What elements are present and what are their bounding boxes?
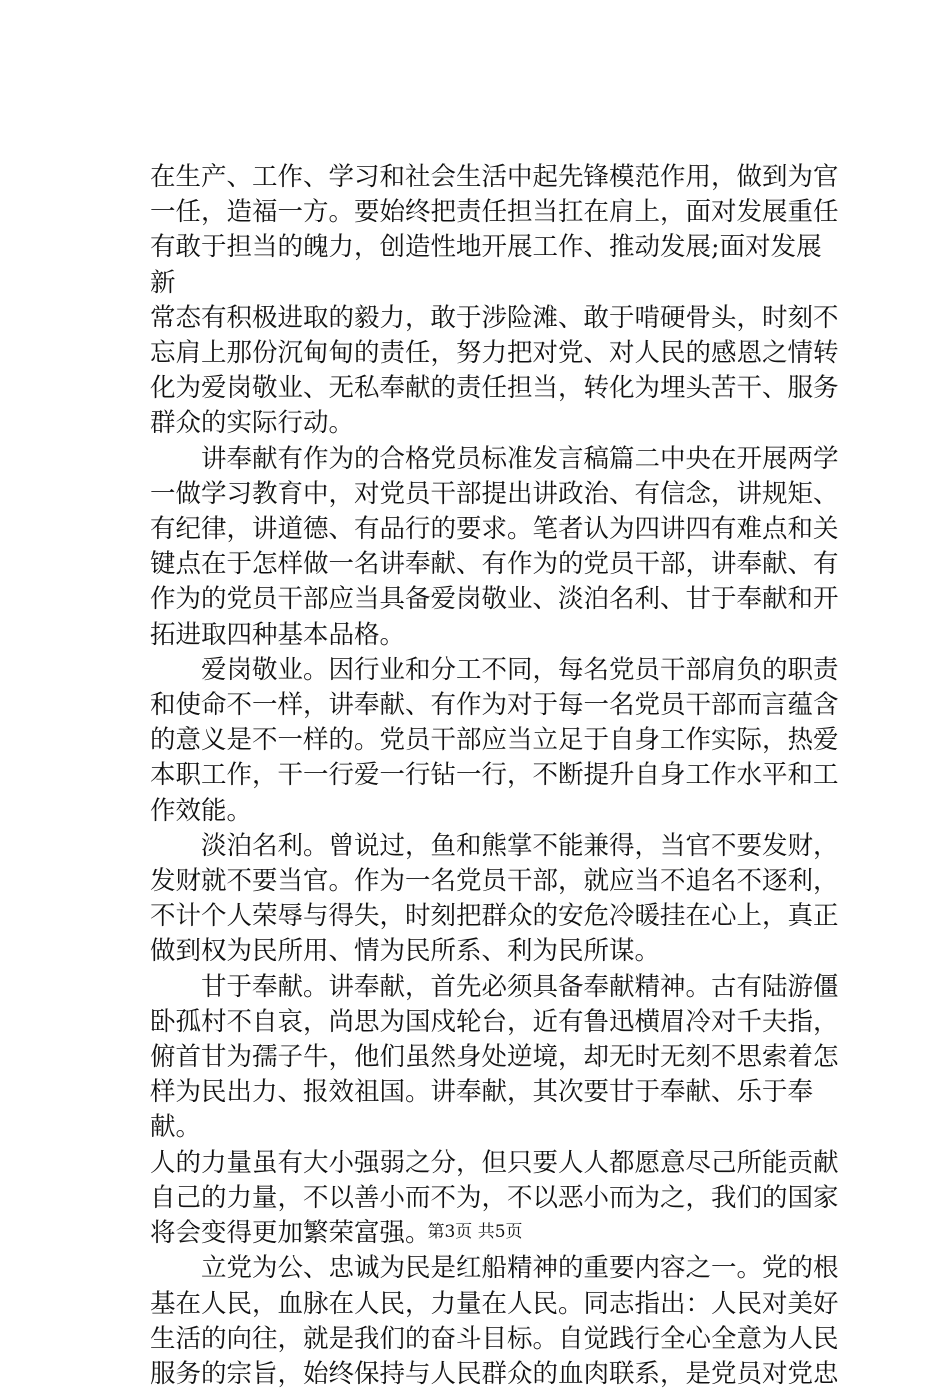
paragraph-1: 在生产、工作、学习和社会生活中起先锋模范作用，做到为官 一任，造福一方。要始终把责任担当扛在肩上，面对发展重任 有敢于担当的魄力，创造性地开展工作、推动发展;面对发展新 常态有积极进取的毅力，敢于涉险滩、敢于啃硬骨头，时刻不 忘肩上那份沉甸甸的责任，努力把对党、对人民的感恩之情转 化为爱岗敬业、无私奉献的责任担当，转化为埋头苦干、服务 群众的实际行动。 (150, 162, 839, 439)
document-body (150, 160, 840, 1392)
paragraph-6: 立党为公、忠诚为民是红船精神的重要内容之一。党的根 基在人民，血脉在人民，力量在人民。同志指出：人民对美好 生活的向往，就是我们的奋斗目标。自觉践行全心全意为人民 服务的宗旨，始终保持与人民群众的血肉联系，是党员对党忠 (150, 1253, 839, 1389)
paragraph-5: 甘于奉献。讲奉献，首先必须具备奉献精神。古有陆游僵 卧孤村不自哀，尚思为国戍轮台，近有鲁迅横眉冷对千夫指， 俯首甘为孺子牛，他们虽然身处逆境，却无时无刻不思索着怎 样为民出力、报效祖国。讲奉献，其次要甘于奉献、乐于奉献。 人的力量虽有大小强弱之分，但只要人人都愿意尽己所能贡献 自己的力量，不以善小而不为，不以恶小而为之，我们的国家 将会变得更加繁荣富强。 (150, 971, 839, 1249)
page-footer: 第3页 共5页 (427, 1222, 523, 1242)
paragraph-4: 淡泊名利。曾说过，鱼和熊掌不能兼得，当官不要发财， 发财就不要当官。作为一名党员干部，就应当不追名不逐利， 不计个人荣辱与得失，时刻把群众的安危冷暖挂在心上，真正 做到权为民所用、情为民所系、利为民所谋。 (150, 830, 839, 967)
paragraph-3: 爱岗敬业。因行业和分工不同，每名党员干部肩负的职责 和使命不一样，讲奉献、有作为对于每一名党员干部而言蕴含 的意义是不一样的。党员干部应当立足于自身工作实际，热爱 本职工作，干一行爱一行钻一行，不断提升自身工作水平和工 作效能。 (150, 654, 839, 826)
paragraph-2: 讲奉献有作为的合格党员标准发言稿篇二中央在开展两学 一做学习教育中，对党员干部提出讲政治、有信念，讲规矩、 有纪律，讲道德、有品行的要求。笔者认为四讲四有难点和关 键点在于怎样做一名讲奉献、有作为的党员干部，讲奉献、有 作为的党员干部应当具备爱岗敬业、淡泊名利、甘于奉献和开 拓进取四种基本品格。 (150, 443, 839, 650)
